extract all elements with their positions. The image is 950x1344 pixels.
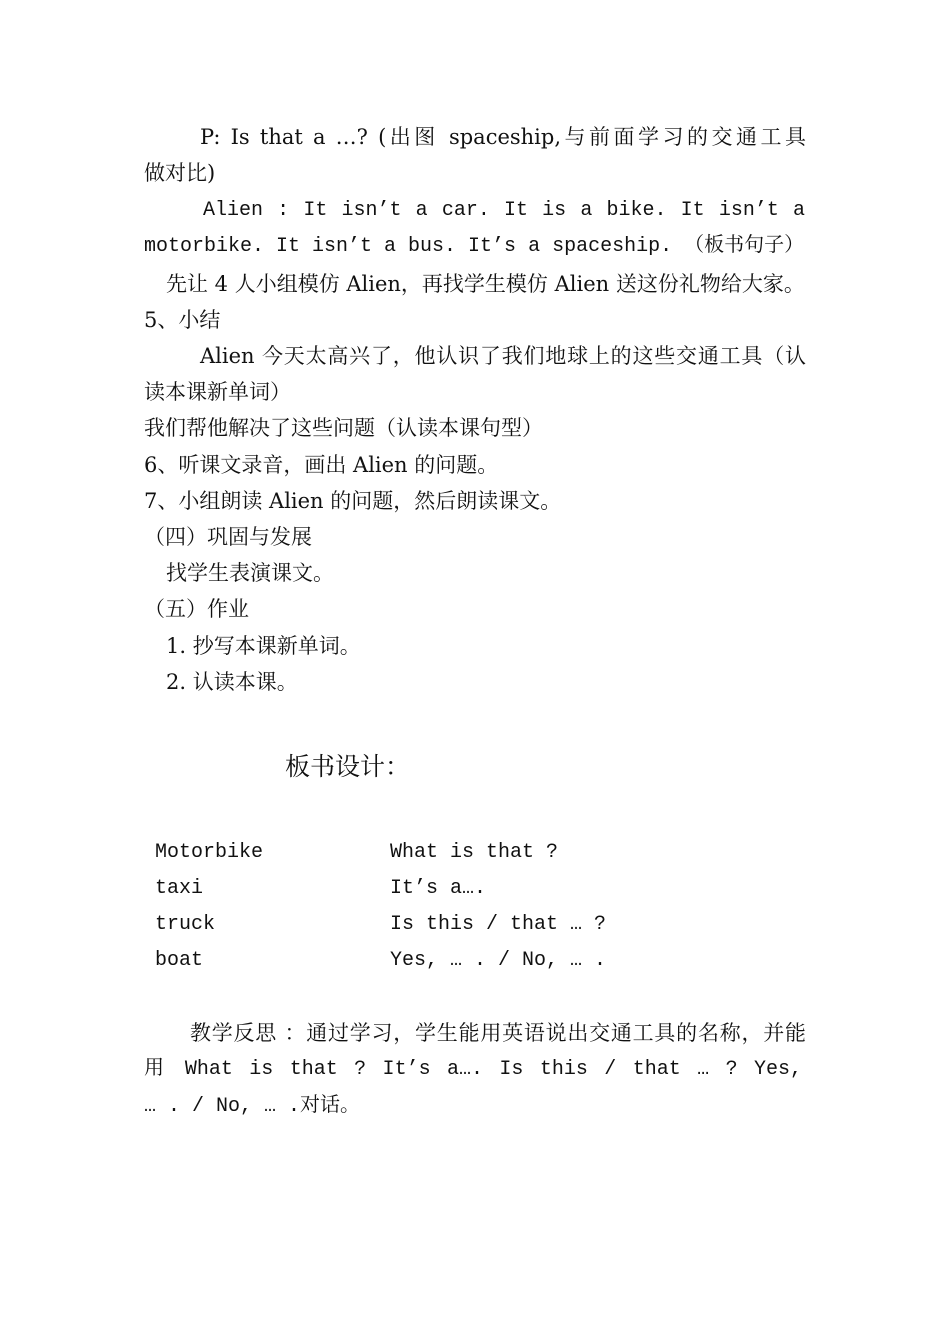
reflection-line-1: 教学反思 ：通过学习，学生能用英语说出交通工具的名称，并能 — [190, 1021, 806, 1045]
board-design-title: 板书设计： — [285, 752, 411, 781]
board-word: Motorbike — [155, 841, 264, 864]
step6-text: 6、听课文录音，画出 Alien 的问题。 — [144, 453, 499, 477]
alien-line-2: motorbike. It isn’t a bus. It’s a spaceship. （板书句子） — [144, 235, 805, 258]
reflection-line-2: 用 What is that ? It’s a…. Is this / that … ? Yes, — [144, 1058, 802, 1081]
reflection-line-3: … . / No, … .对话。 — [144, 1095, 361, 1118]
homework-item-2: 2. 认读本课。 — [166, 670, 298, 694]
group-imitate-text: 先让 4 人小组模仿 Alien，再找学生模仿 Alien 送这份礼物给大家。 — [166, 272, 805, 296]
board-word: taxi — [155, 877, 204, 900]
board-word: truck — [155, 913, 216, 936]
p-question-line-2: 做对比) — [144, 161, 216, 185]
board-sentence: It’s a…. — [390, 877, 487, 900]
step7-text: 7、小组朗读 Alien 的问题，然后朗读课文。 — [144, 489, 562, 513]
summary-line-2: 读本课新单词） — [144, 380, 291, 404]
board-word: boat — [155, 949, 204, 972]
board-sentence: Yes, … . / No, … . — [390, 949, 607, 972]
summary-line-3: 我们帮他解决了这些问题（认读本课句型） — [144, 416, 543, 440]
alien-line-1: Alien : It isn’t a car. It is a bike. It isn’t a — [203, 199, 805, 222]
section4-text: 找学生表演课文。 — [166, 561, 334, 585]
p-question-line-1: P: Is that a …? (出图 spaceship,与前面学习的交通工具 — [200, 125, 806, 149]
board-sentence: Is this / that … ? — [390, 913, 607, 936]
section4-heading: （四）巩固与发展 — [144, 525, 312, 549]
homework-item-1: 1. 抄写本课新单词。 — [166, 634, 361, 658]
step5-heading: 5、小结 — [144, 308, 221, 332]
section5-heading: （五）作业 — [144, 597, 249, 621]
summary-line-1: Alien 今天太高兴了，他认识了我们地球上的这些交通工具（认 — [200, 344, 806, 368]
board-sentence: What is that ? — [390, 841, 559, 864]
